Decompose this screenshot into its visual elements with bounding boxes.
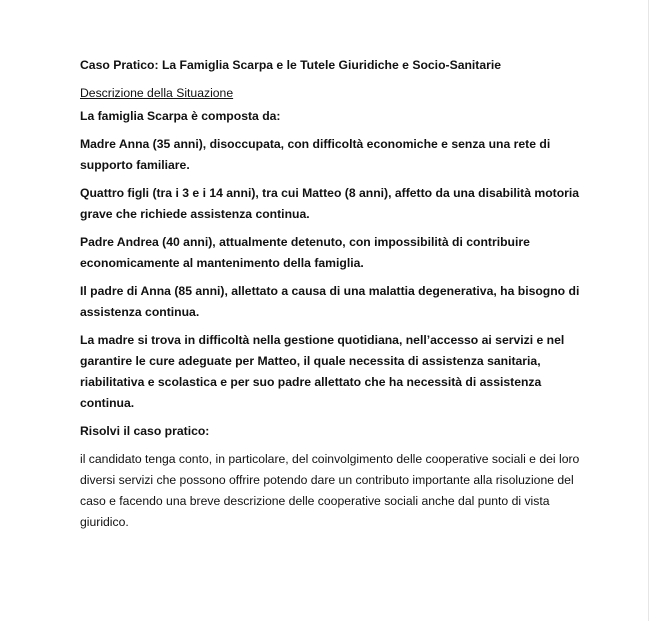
paragraph-difficulties: La madre si trova in difficoltà nella gestione quotidiana, nell’accesso ai servizi e nel garantire le cure adeguate per Matteo, il quale necessita di assistenza sanitaria, riabilitativa e scolastica e per suo padre allettato che ha necessità di assistenza continua.	[80, 333, 565, 410]
document-title: Caso Pratico: La Famiglia Scarpa e le Tutele Giuridiche e Socio-Sanitarie	[80, 58, 502, 72]
paragraph-grandfather: Il padre di Anna (85 anni), allettato a causa di una malattia degenerativa, ha bisogno di assistenza continua.	[80, 284, 580, 319]
paragraph-father: Padre Andrea (40 anni), attualmente detenuto, con impossibilità di contribuire economicamente al mantenimento della famiglia.	[80, 235, 530, 270]
paragraph-mother: Madre Anna (35 anni), disoccupata, con difficoltà economiche e senza una rete di supporto familiare.	[80, 137, 551, 172]
paragraph-task-heading: Risolvi il caso pratico:	[80, 424, 210, 438]
paragraph-intro: La famiglia Scarpa è composta da:	[80, 109, 281, 123]
paragraph-children: Quattro figli (tra i 3 e i 14 anni), tra cui Matteo (8 anni), affetto da una disabilità motoria grave che richiede assistenza continua.	[80, 186, 580, 221]
paragraph-instructions: il candidato tenga conto, in particolare, del coinvolgimento delle cooperative sociali e dei loro diversi servizi che possono offrire potendo dare un contributo importante alla risoluzione del caso e facendo una breve descrizione delle cooperative sociali anche dal punto di vista giuridico.	[80, 452, 580, 529]
section-heading: Descrizione della Situazione	[80, 86, 234, 100]
